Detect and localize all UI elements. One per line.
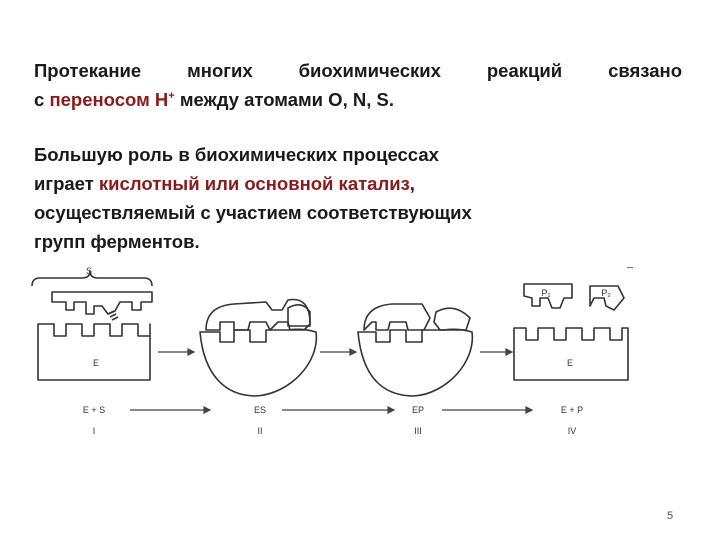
arrow-head-2-3	[350, 349, 356, 355]
plus-superscript: +	[168, 89, 175, 102]
page-number: 5	[667, 510, 674, 522]
catalysis-line-4: групп ферментов.	[34, 231, 200, 252]
arrow-head-1-2	[188, 349, 194, 355]
arrow-head-bottom-2	[388, 407, 394, 413]
catalysis-paragraph	[34, 140, 634, 256]
arrow-head-3-4	[506, 349, 512, 355]
intro-paragraph	[34, 56, 682, 114]
label-e-plus-p: E + P	[560, 405, 584, 415]
catalysis-comma: ,	[409, 173, 415, 194]
substrate-molecule	[52, 292, 152, 314]
ep-enzyme-body	[358, 329, 472, 396]
stage-3-ep-complex	[358, 304, 472, 396]
label-e-stage1: E	[92, 358, 100, 368]
scissile-bond	[108, 311, 118, 320]
label-e-stage4: E	[566, 358, 574, 368]
enzyme-e-body	[38, 324, 150, 380]
label-stage-iv: IV	[567, 426, 577, 436]
ep-product-left	[364, 304, 430, 330]
arrow-head-bottom-3	[526, 407, 532, 413]
arrow-head-bottom-1	[204, 407, 210, 413]
ep-product-right	[434, 308, 470, 330]
intro-line-2-end: между атомами O, N, S.	[174, 89, 394, 110]
intro-line-1: Протекание многих биохимических реакций связано	[34, 60, 682, 81]
catalysis-line-2-start: играет	[34, 173, 99, 194]
label-e-plus-s: E + S	[82, 405, 106, 415]
es-substrate-right-lobe	[288, 305, 310, 326]
label-es: ES	[253, 405, 267, 415]
label-p2: P₂	[601, 288, 611, 298]
stage-2-es-complex	[200, 300, 316, 397]
label-p1: P₁	[541, 288, 551, 298]
intro-line-2	[34, 85, 682, 114]
proton-transfer-text: переносом Н	[49, 89, 169, 110]
label-stage-i: I	[92, 426, 96, 436]
es-enzyme-body	[200, 329, 316, 396]
label-stage-ii: II	[257, 426, 263, 436]
enzyme-mechanism-diagram	[20, 262, 660, 452]
label-ep: EP	[411, 405, 425, 415]
catalysis-line-1: Большую роль в биохимических процессах	[34, 144, 439, 165]
catalysis-line-3: осуществляемый с участием соответствующих	[34, 202, 472, 223]
enzyme-e-free-body	[514, 328, 628, 380]
label-s: S	[85, 266, 93, 276]
catalysis-highlight: кислотный или основной катализ	[98, 173, 410, 194]
label-stage-iii: III	[414, 426, 422, 436]
intro-line-2-start: с	[34, 89, 50, 110]
proton-transfer-highlight	[49, 89, 174, 110]
